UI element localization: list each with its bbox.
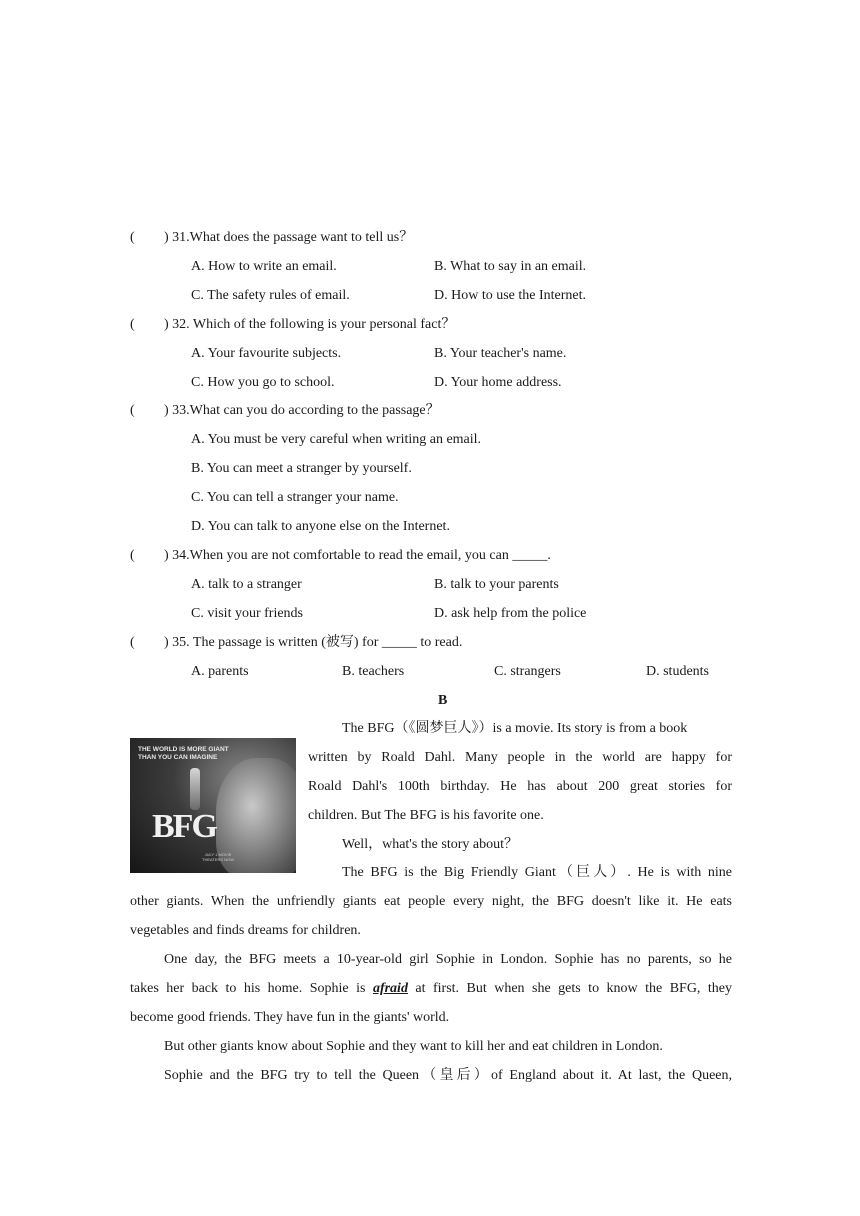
answer-blank-open: ( <box>130 317 135 332</box>
movie-poster-image <box>130 738 296 873</box>
poster-date: JULY 1 MOVIE THEATERS NOW <box>202 852 234 862</box>
girl-figure <box>190 768 200 810</box>
paragraph-6: Sophie and the BFG try to tell the Queen（皇后）of England about it. At last, the Queen, <box>164 1068 732 1083</box>
option-c: C. You can tell a stranger your name. <box>191 490 399 505</box>
underlined-word: afraid <box>372 981 408 996</box>
answer-blank-open: ( <box>130 403 135 418</box>
answer-blank-open: ( <box>130 230 135 245</box>
question-stem: ) 33.What can you do according to the passage？ <box>164 403 440 418</box>
paragraph-1-line-2: written by Roald Dahl. Many people in the world are happy for <box>308 750 732 765</box>
option-a: A. You must be very careful when writing an email. <box>191 432 482 447</box>
option-d: D. ask help from the police <box>434 606 587 621</box>
option-d: D. students <box>646 664 709 679</box>
option-a: A. parents <box>191 664 249 679</box>
option-c: C. The safety rules of email. <box>191 288 350 303</box>
paragraph-5: But other giants know about Sophie and they want to kill her and eat children in London. <box>164 1039 663 1054</box>
paragraph-1-line-1: The BFG（《圆梦巨人》）is a movie. Its story is from a book <box>342 721 688 736</box>
option-b: B. You can meet a stranger by yourself. <box>191 461 412 476</box>
paragraph-3-line-3: vegetables and finds dreams for children. <box>130 923 361 938</box>
section-title: B <box>438 693 448 708</box>
option-a: A. Your favourite subjects. <box>191 346 342 361</box>
answer-blank-open: ( <box>130 548 135 563</box>
option-a: A. How to write an email. <box>191 259 337 274</box>
poster-logo: BFG <box>152 808 216 845</box>
paragraph-4-line-3: become good friends. They have fun in the giants' world. <box>130 1010 450 1025</box>
option-c: C. visit your friends <box>191 606 303 621</box>
option-d: D. You can talk to anyone else on the Internet. <box>191 519 450 534</box>
question-stem: ) 32. Which of the following is your personal fact？ <box>164 317 456 332</box>
answer-blank-open: ( <box>130 635 135 650</box>
option-b: B. Your teacher's name. <box>434 346 567 361</box>
paragraph-1-line-4: children. But The BFG is his favorite one. <box>308 808 544 823</box>
paragraph-3-line-2: other giants. When the unfriendly giants eat people every night, the BFG doesn't like it. He eats <box>130 894 732 909</box>
option-b: B. What to say in an email. <box>434 259 587 274</box>
paragraph-4-line-1: One day, the BFG meets a 10-year-old girl Sophie in London. Sophie has no parents, so he <box>164 952 732 967</box>
option-c: C. How you go to school. <box>191 375 335 390</box>
paragraph-1-line-3: Roald Dahl's 100th birthday. He has about 200 great stories for <box>308 779 732 794</box>
option-b: B. teachers <box>342 664 405 679</box>
question-stem: ) 31.What does the passage want to tell us？ <box>164 230 414 245</box>
paragraph-4-line-2: takes her back to his home. Sophie is afraid at first. But when she gets to know the BFG, they <box>130 981 733 996</box>
option-b: B. talk to your parents <box>434 577 559 592</box>
question-stem: ) 34.When you are not comfortable to read the email, you can _____. <box>164 548 551 563</box>
option-c: C. strangers <box>494 664 561 679</box>
option-d: D. How to use the Internet. <box>434 288 587 303</box>
paragraph-2: Well，what's the story about？ <box>342 837 518 852</box>
poster-tagline: THE WORLD IS MORE GIANT THAN YOU CAN IMAGINE <box>138 746 229 761</box>
question-stem: ) 35. The passage is written (被写) for _____ to read. <box>164 635 463 650</box>
paragraph-3-line-1: The BFG is the Big Friendly Giant（巨人）. He is with nine <box>342 865 732 880</box>
option-a: A. talk to a stranger <box>191 577 302 592</box>
option-d: D. Your home address. <box>434 375 562 390</box>
